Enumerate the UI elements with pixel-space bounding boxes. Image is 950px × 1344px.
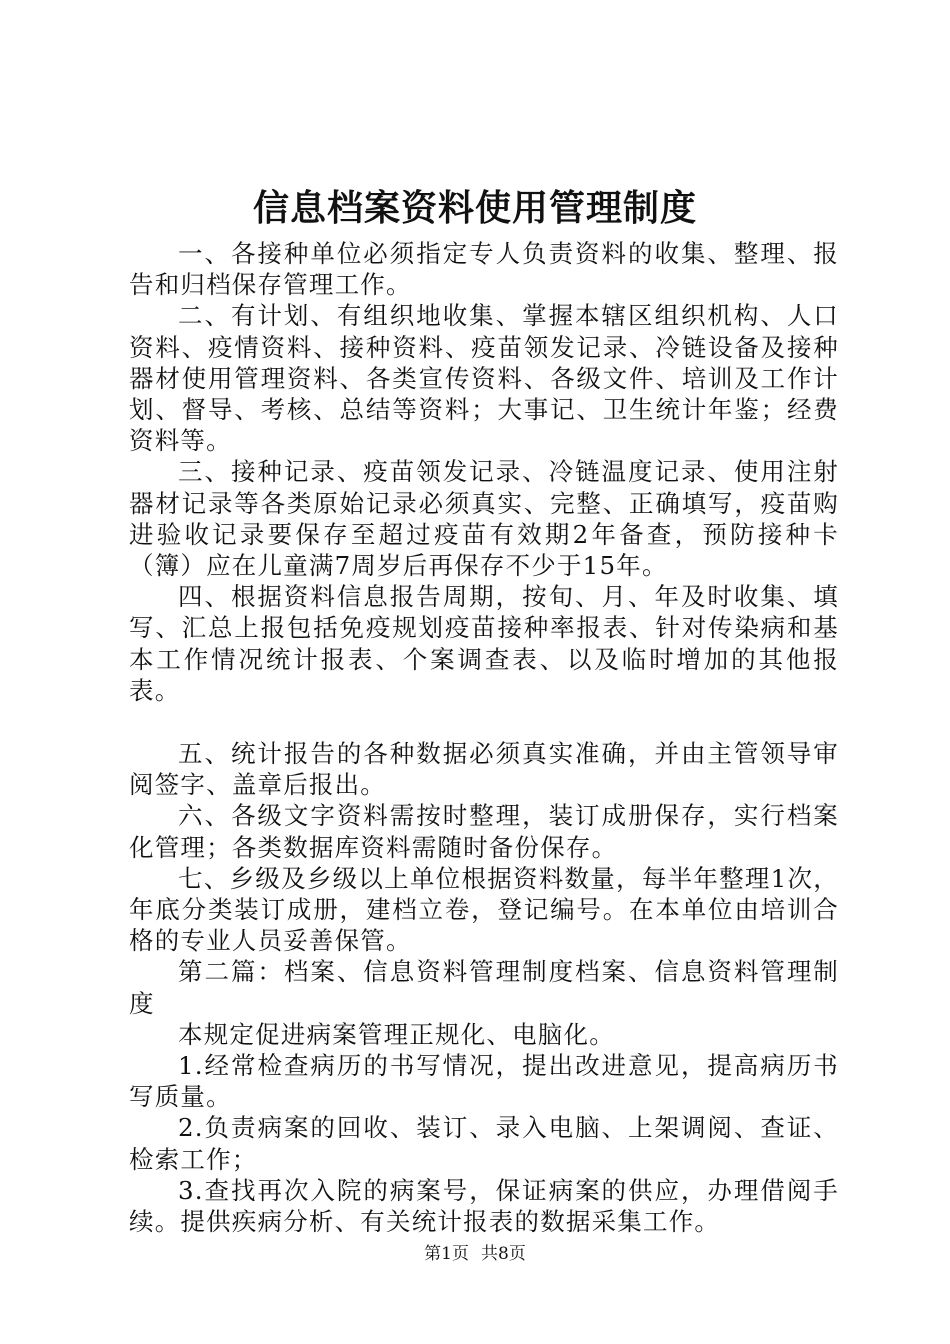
document-body <box>129 238 839 1237</box>
list-item-1: 1.经常检查病历的书写情况，提出改进意见，提高病历书写质量。 <box>129 1051 839 1112</box>
paragraph-7: 七、乡级及乡级以上单位根据资料数量，每半年整理1次，年底分类装订成册，建档立卷，登记编号。在本单位由培训合格的专业人员妥善保管。 <box>129 863 839 956</box>
document-title: 信息档案资料使用管理制度 <box>252 187 697 229</box>
paragraph-3: 三、接种记录、疫苗领发记录、冷链温度记录、使用注射器材记录等各类原始记录必须真实、完整、正确填写，疫苗购进验收记录要保存至超过疫苗有效期2年备查，预防接种卡（簿）应在儿童满7周岁后再保存不少于15年。 <box>129 457 839 581</box>
paragraph-5: 五、统计报告的各种数据必须真实准确，并由主管领导审阅签字、盖章后报出。 <box>129 739 839 800</box>
section-heading-part-two: 第二篇：档案、信息资料管理制度档案、信息资料管理制度 <box>129 957 839 1018</box>
list-item-3: 3.查找再次入院的病案号，保证病案的供应，办理借阅手续。提供疾病分析、有关统计报表的数据采集工作。 <box>129 1175 839 1237</box>
paragraph-2: 二、有计划、有组织地收集、掌握本辖区组织机构、人口资料、疫情资料、接种资料、疫苗领发记录、冷链设备及接种器材使用管理资料、各类宣传资料、各级文件、培训及工作计划、督导、考核、总结等资料；大事记、卫生统计年鉴；经费资料等。 <box>129 301 839 456</box>
page-footer <box>0 1242 950 1266</box>
list-item-2: 2.负责病案的回收、装订、录入电脑、上架调阅、查证、检索工作； <box>129 1113 839 1174</box>
paragraph-4: 四、根据资料信息报告周期，按旬、月、年及时收集、填写、汇总上报包括免疫规划疫苗接种率报表、针对传染病和基本工作情况统计报表、个案调查表、以及临时增加的其他报表。 <box>129 582 839 705</box>
paragraph-6: 六、各级文字资料需按时整理，装订成册保存，实行档案化管理；各类数据库资料需随时备份保存。 <box>129 801 839 862</box>
page-number-current: 第1页 <box>424 1244 469 1264</box>
page-number-total: 共8页 <box>481 1244 526 1264</box>
paragraph-8: 本规定促进病案管理正规化、电脑化。 <box>178 1019 615 1049</box>
paragraph-1: 一、各接种单位必须指定专人负责资料的收集、整理、报告和归档保存管理工作。 <box>129 239 839 300</box>
